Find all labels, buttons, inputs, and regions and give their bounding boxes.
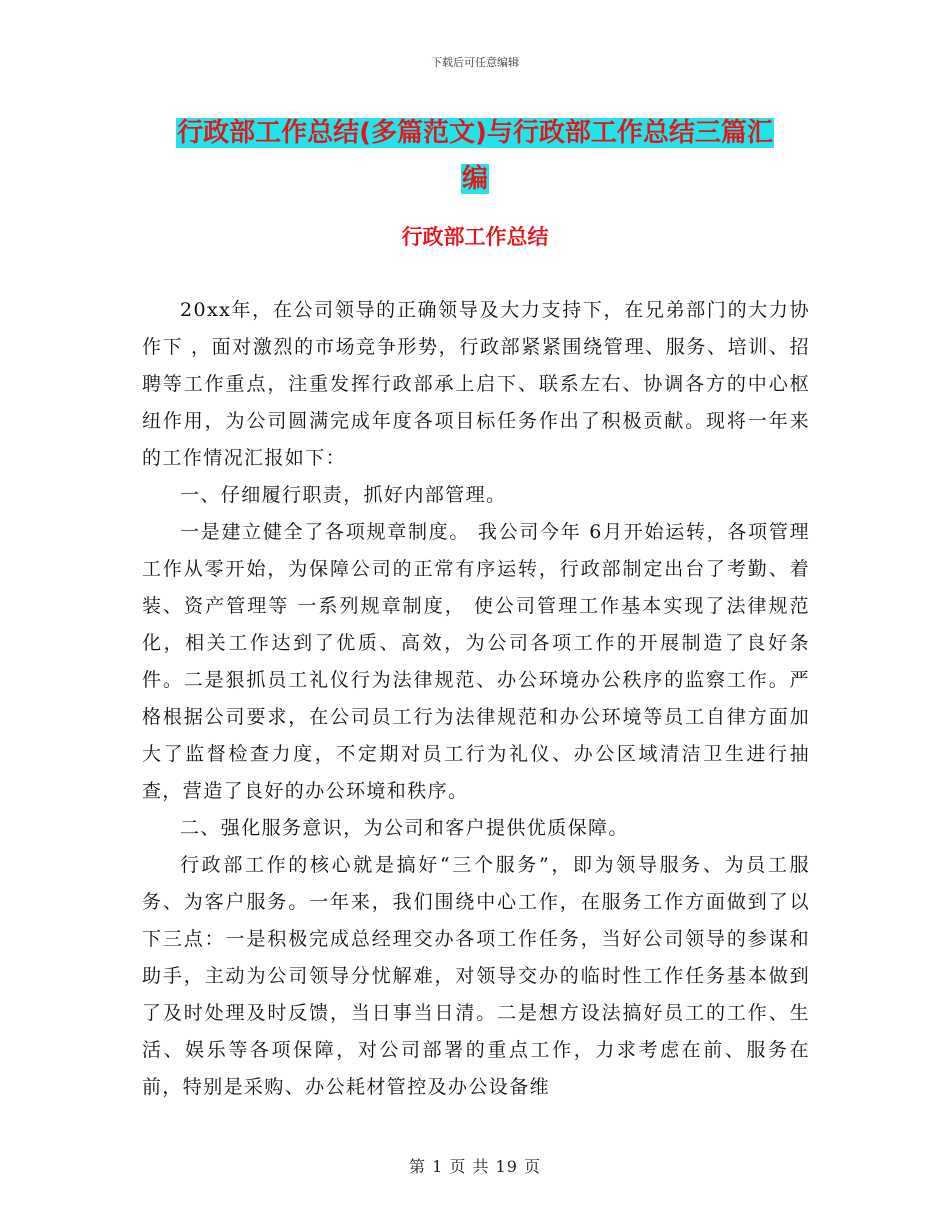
page-footer: 第 1 页 共 19 页 (409, 1157, 541, 1176)
document-title-line-2: 编 (461, 164, 488, 194)
document-title (140, 110, 810, 202)
paragraph: 行政部工作的核心就是搞好“三个服务”，即为领导服务、为员工服务、为客户服务。一年来，我们围绕中心工作，在服务工作方面做到了以下三点：一是积极完成总经理交办各项工作任务，当好公司领导的参谋和助手，主动为公司领导分忧解难，对领导交办的临时性工作任务基本做到了及时处理及时反馈，当日事当日清。二是想方设法搞好员工的工作、生活、娱乐等各项保障，对公司部署的重点工作，力求考虑在前、服务在前，特别是采购、办公耗材管控及办公设备维 (142, 854, 810, 1098)
paragraph: 20xx年，在公司领导的正确领导及大力支持下，在兄弟部门的大力协作下 ，面对激烈的市场竞争形势，行政部紧紧围绕管理、服务、培训、招聘等工作重点，注重发挥行政部承上启下、联系左右、协调各方的中心枢纽作用，为公司圆满完成年度各项目标任务作出了积极贡献。现将一年来的工作情况汇报如下： (142, 299, 810, 469)
paragraph: 二、强化服务意识，为公司和客户提供优质保障。 (180, 817, 629, 839)
header-note: 下载后可任意编辑 (431, 56, 519, 69)
body-text (142, 292, 810, 1106)
section-title: 行政部工作总结 (401, 225, 549, 249)
document-title-line-1: 行政部工作总结(多篇范文)与行政部工作总结三篇汇 (177, 118, 773, 148)
paragraph: 一、仔细履行职责，抓好内部管理。 (180, 484, 507, 506)
paragraph: 一是建立健全了各项规章制度。 我公司今年 6月开始运转，各项管理工作从零开始，为保障公司的正常有序运转，行政部制定出台了考勤、着装、资产管理等 一系列规章制度， 使公司管理工作基本实现了法律规范化，相关工作达到了优质、高效，为公司各项工作的开展制造了良好条件。二是狠抓员工礼仪行为法律规范、办公环境办公秩序的监察工作。严格根据公司要求，在公司员工行为法律规范和办公环境等员工自律方面加大了监督检查力度，不定期对员工行为礼仪、办公区域清洁卫生进行抽查，营造了良好的办公环境和秩序。 (142, 521, 810, 802)
